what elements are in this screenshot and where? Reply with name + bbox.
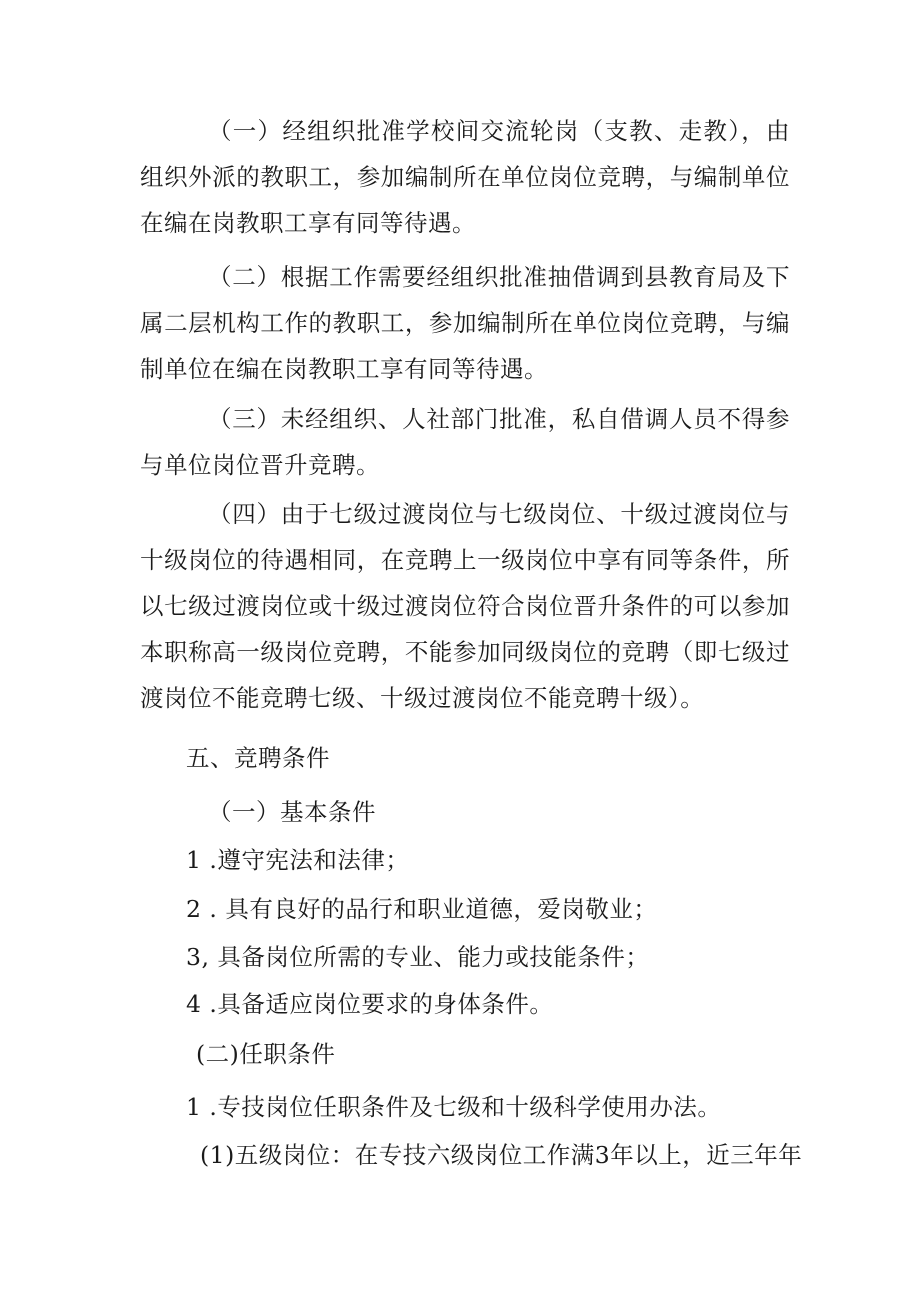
subsection-job-heading: (二)任职条件 [196,1040,336,1068]
paragraph-1: （一）经组织批准学校间交流轮岗（支教、走教），由组织外派的教职工，参加编制所在单位岗位竞聘，与编制单位在编在岗教职工享有同等待遇。 [140,117,790,237]
section-heading: 五、竞聘条件 [186,744,330,772]
paragraph-3: （三）未经组织、人社部门批准，私自借调人员不得参与单位岗位晋升竞聘。 [140,405,790,479]
job-item-1: 1 .专技岗位任职条件及七级和十级科学使用办法。 [186,1093,722,1121]
job-item-1-1: (1)五级岗位：在专技六级岗位工作满3年以上，近三年年 [200,1141,803,1169]
basic-item-2: 2 . 具有良好的品行和职业道德，爱岗敬业； [186,895,658,923]
paragraph-4: （四）由于七级过渡岗位与七级岗位、十级过渡岗位与十级岗位的待遇相同，在竞聘上一级岗位中享有同等条件，所以七级过渡岗位或十级过渡岗位符合岗位晋升条件的可以参加本职称高一级岗位竞聘，不能参加同级岗位的竞聘（即七级过渡岗位不能竞聘七级、十级过渡岗位不能竞聘十级）。 [140,500,790,712]
basic-item-3: 3, 具备岗位所需的专业、能力或技能条件； [186,943,650,971]
basic-item-4: 4 .具备适应岗位要求的身体条件。 [186,990,554,1018]
paragraph-2: （二）根据工作需要经组织批准抽借调到县教育局及下属二层机构工作的教职工，参加编制所在单位岗位竞聘，与编制单位在编在岗教职工享有同等待遇。 [140,263,790,383]
basic-item-1: 1 .遵守宪法和法律； [186,846,410,874]
subsection-basic-heading: （一）基本条件 [208,798,376,826]
